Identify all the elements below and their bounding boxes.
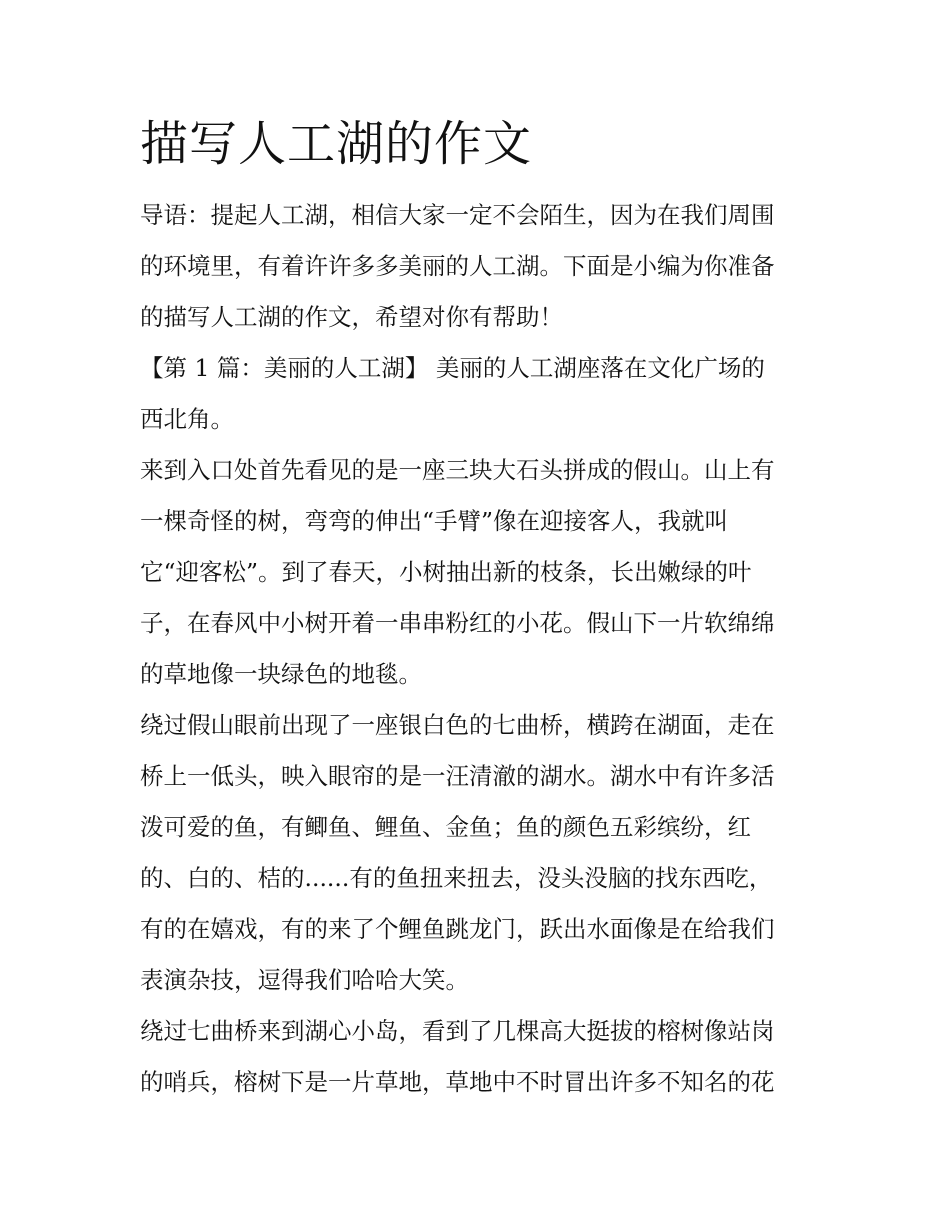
text-line: 有的在嬉戏，有的来了个鲤鱼跳龙门，跃出水面像是在给我们 bbox=[140, 915, 775, 943]
text-line: 桥上一低头，映入眼帘的是一汪清澈的湖水。湖水中有许多活 bbox=[140, 762, 775, 790]
text-line: 的描写人工湖的作文，希望对你有帮助！ bbox=[140, 303, 563, 331]
text-line: 西北角。 bbox=[140, 405, 234, 433]
text-line: 绕过七曲桥来到湖心小岛，看到了几棵高大挺拔的榕树像站岗 bbox=[140, 1017, 775, 1045]
document-body bbox=[140, 190, 812, 1108]
text-line: 的哨兵，榕树下是一片草地，草地中不时冒出许多不知名的花 bbox=[140, 1068, 775, 1096]
text-line: 来到入口处首先看见的是一座三块大石头拼成的假山。山上有 bbox=[140, 456, 775, 484]
text-line: 的草地像一块绿色的地毯。 bbox=[140, 660, 422, 688]
text-line: 泼可爱的鱼，有鲫鱼、鲤鱼、金鱼；鱼的颜色五彩缤纷，红 bbox=[140, 813, 751, 841]
text-line: 表演杂技，逗得我们哈哈大笑。 bbox=[140, 966, 469, 994]
text-line: 绕过假山眼前出现了一座银白色的七曲桥，横跨在湖面，走在 bbox=[140, 711, 775, 739]
text-line: 的环境里，有着许许多多美丽的人工湖。下面是小编为你准备 bbox=[140, 252, 775, 280]
page-title: 描写人工湖的作文 bbox=[140, 116, 533, 172]
text-line: 的、白的、桔的......有的鱼扭来扭去，没头没脑的找东西吃， bbox=[140, 864, 773, 892]
text-line: 导语：提起人工湖，相信大家一定不会陌生，因为在我们周围 bbox=[140, 201, 775, 229]
text-line: 子，在春风中小树开着一串串粉红的小花。假山下一片软绵绵 bbox=[140, 609, 775, 637]
text-line: 一棵奇怪的树，弯弯的伸出“手臂”像在迎接客人，我就叫 bbox=[140, 507, 729, 535]
document-page bbox=[140, 112, 812, 1108]
text-line: 它“迎客松”。到了春天，小树抽出新的枝条，长出嫩绿的叶 bbox=[140, 558, 752, 586]
text-line: 【第 1 篇：美丽的人工湖】 美丽的人工湖座落在文化广场的 bbox=[140, 354, 765, 382]
